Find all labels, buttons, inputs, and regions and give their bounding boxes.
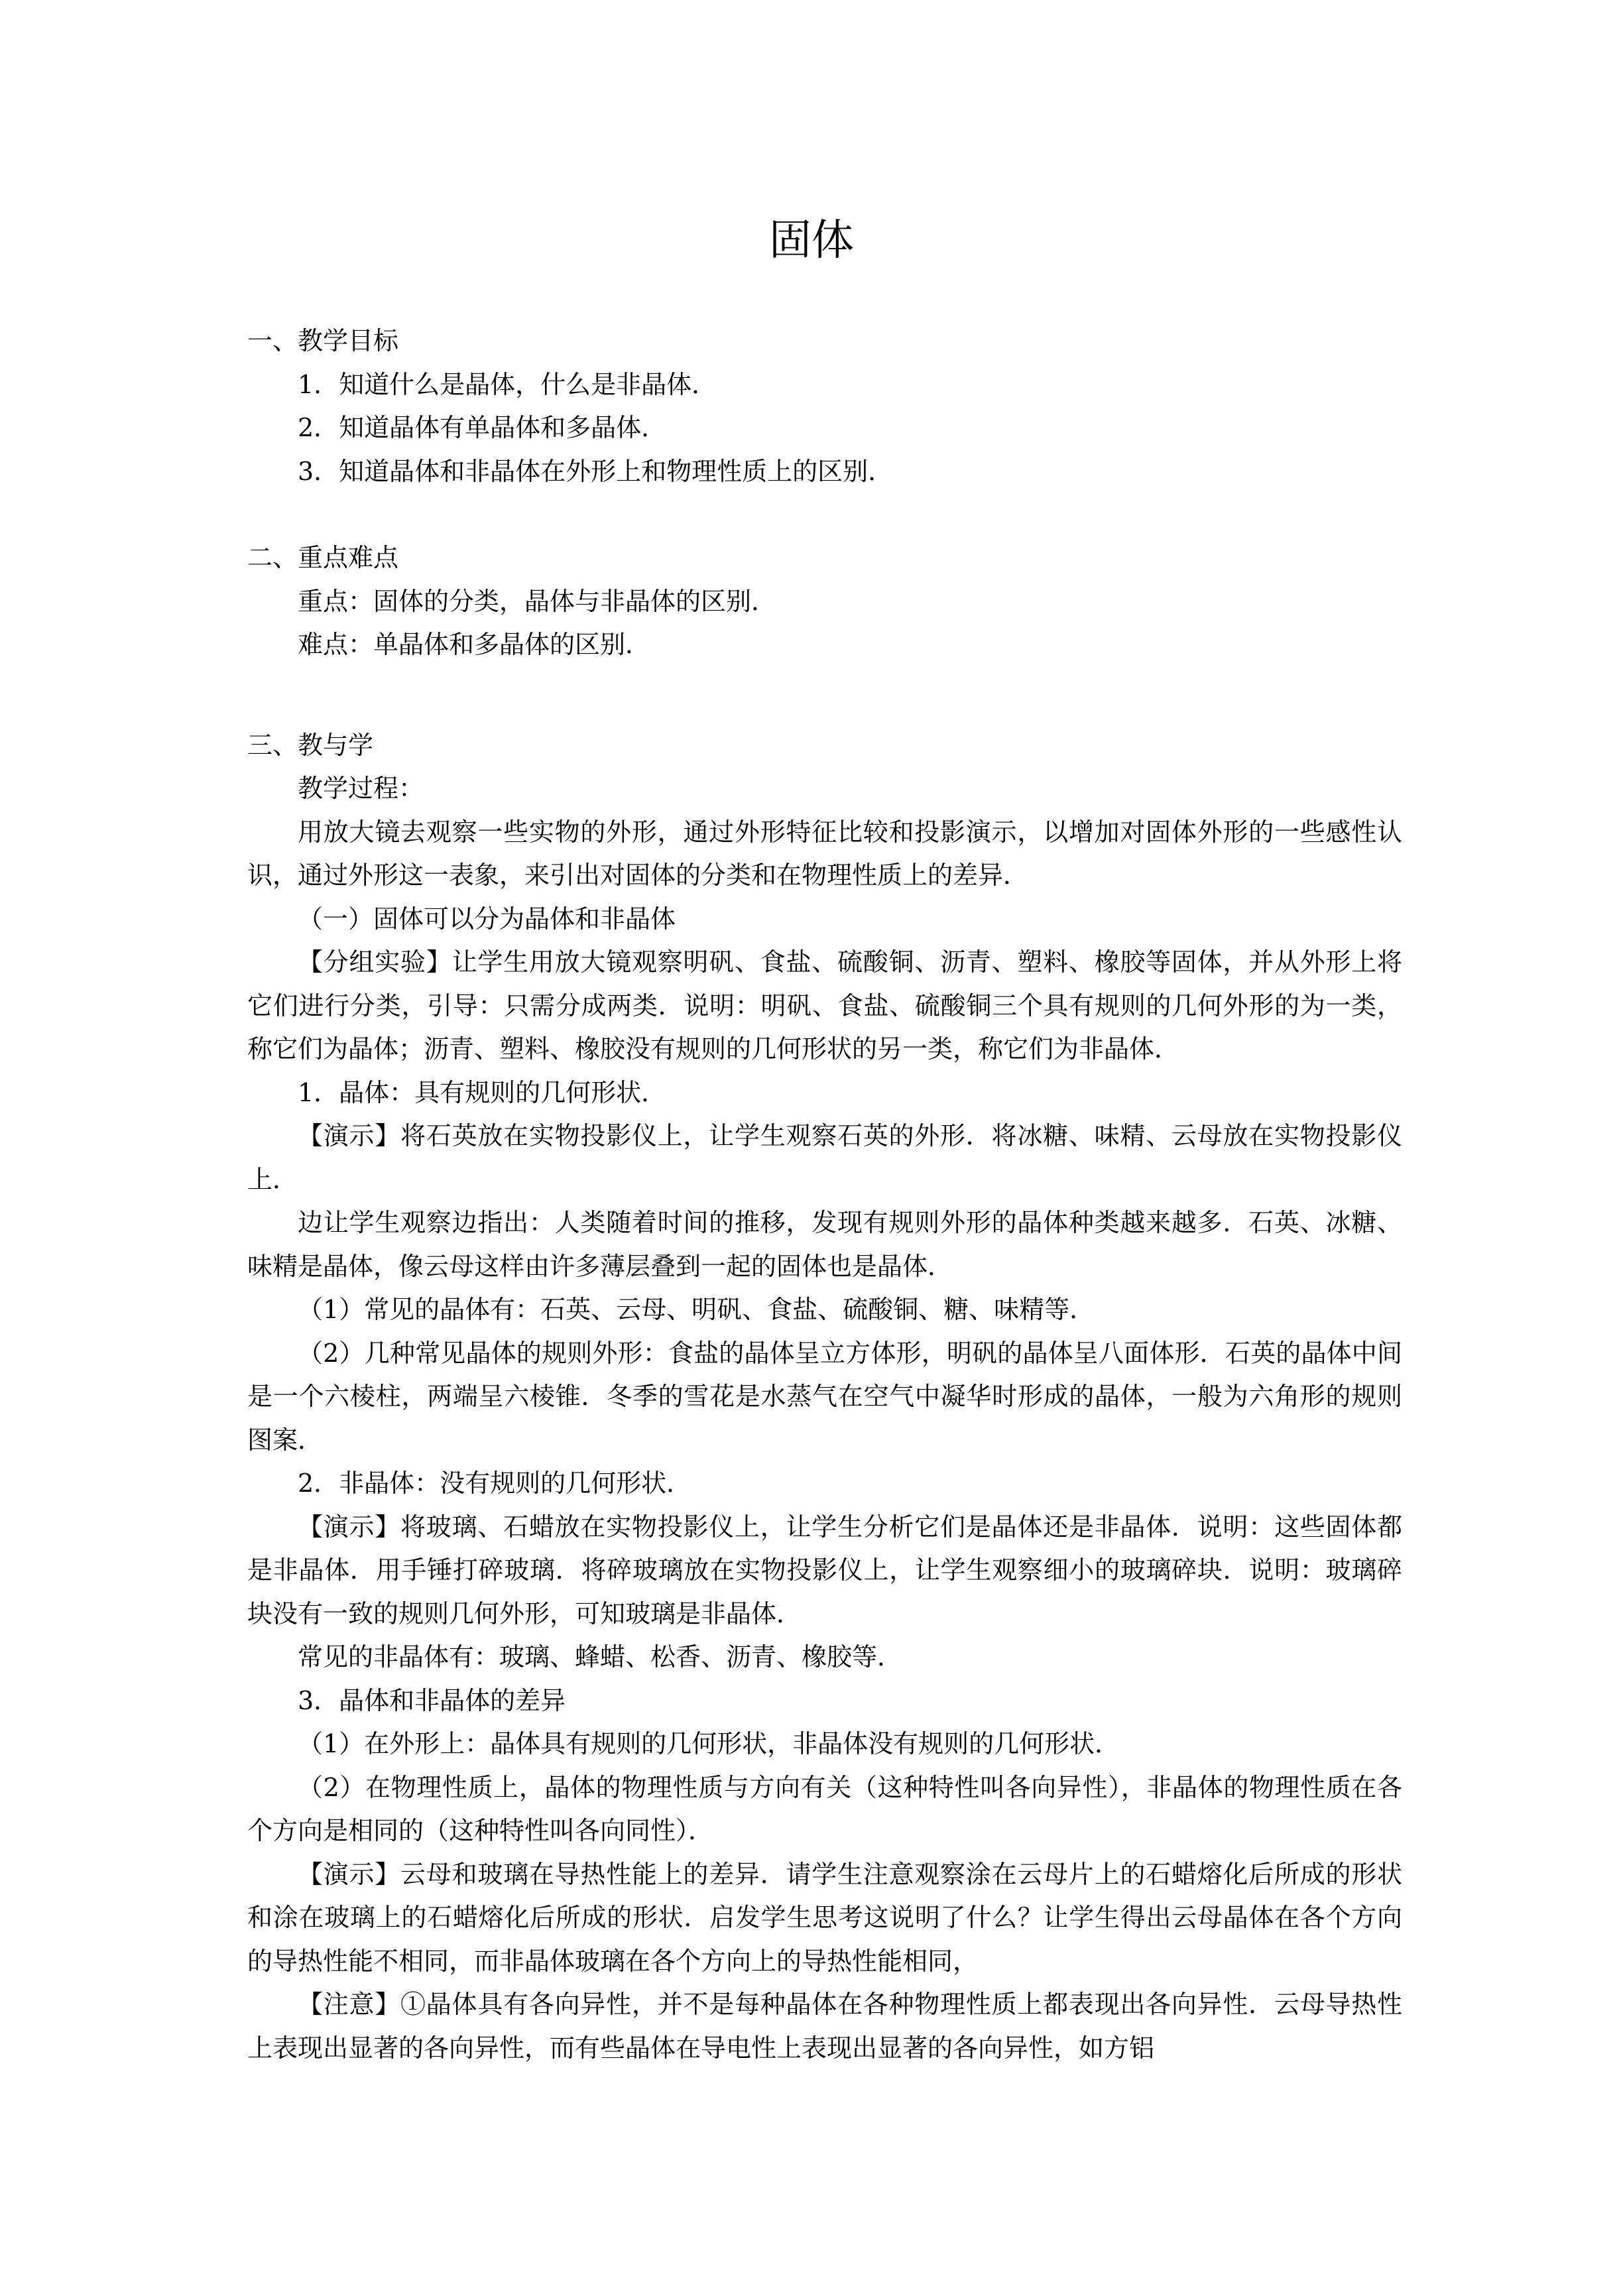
section-heading-teaching: 三、教与学 [247, 730, 374, 760]
objective-item-3: 3．知道晶体和非晶体在外形上和物理性质上的区别． [298, 456, 894, 486]
section-spacer [247, 493, 1402, 536]
page-title: 固体 [769, 216, 854, 265]
paragraph-observe: 边让学生观察边指出：人类随着时间的推移，发现有规则外形的晶体种类越来越多．石英、冰糖、味精是晶体，像云母这样由许多薄层叠到一起的固体也是晶体． [247, 1208, 1402, 1281]
paragraph-crystal-shapes: （2）几种常见晶体的规则外形：食盐的晶体呈立方体形，明矾的晶体呈八面体形．石英的晶体中间是一个六棱柱，两端呈六棱锥．冬季的雪花是水蒸气在空气中凝华时形成的晶体，一般为六角形的规则图案． [247, 1338, 1402, 1455]
paragraph-intro: 用放大镜去观察一些实物的外形，通过外形特征比较和投影演示，以增加对固体外形的一些感性认识，通过外形这一表象，来引出对固体的分类和在物理性质上的差异． [247, 817, 1402, 890]
subheading-crystal: 1．晶体：具有规则的几何形状． [298, 1077, 667, 1107]
paragraph-demo-glass: 【演示】将玻璃、石蜡放在实物投影仪上，让学生分析它们是晶体还是非晶体．说明：这些固体都是非晶体．用手锤打碎玻璃．将碎玻璃放在实物投影仪上，让学生观察细小的玻璃碎块．说明：玻璃碎块没有一致的规则几何外形，可知玻璃是非晶体． [247, 1512, 1402, 1628]
section-heading-key-points: 二、重点难点 [247, 543, 399, 572]
paragraph-note: 【注意】①晶体具有各向异性，并不是每种晶体在各种物理性质上都表现出各向异性．云母导热性上表现出显著的各向异性，而有些晶体在导电性上表现出显著的各向异性，如方铝 [247, 1990, 1402, 2063]
difficult-point-text: 难点：单晶体和多晶体的区别． [298, 630, 651, 659]
objective-item-1: 1．知道什么是晶体，什么是非晶体． [298, 369, 717, 399]
paragraph-difference-physical: （2）在物理性质上，晶体的物理性质与方向有关（这种特性叫各向异性），非晶体的物理性质在各个方向是相同的（这种特性叫各向同性）． [247, 1772, 1402, 1845]
paragraph-demo-quartz: 【演示】将石英放在实物投影仪上，让学生观察石英的外形．将冰糖、味精、云母放在实物投影仪上． [247, 1121, 1402, 1194]
section-heading-objectives: 一、教学目标 [247, 326, 399, 355]
paragraph-common-crystals: （1）常见的晶体有：石英、云母、明矾、食盐、硫酸铜、糖、味精等． [298, 1295, 1095, 1324]
document-body [247, 320, 1402, 2070]
paragraph-demo-mica: 【演示】云母和玻璃在导热性能上的差异．请学生注意观察涂在云母片上的石蜡熔化后所成的形状和涂在玻璃上的石蜡熔化后所成的形状．启发学生思考这说明了什么？让学生得出云母晶体在各个方向的导热性能不相同，而非晶体玻璃在各个方向上的导热性能相同， [247, 1859, 1402, 1976]
paragraph-difference-shape: （1）在外形上：晶体具有规则的几何形状，非晶体没有规则的几何形状． [298, 1729, 1120, 1758]
paragraph-group-experiment: 【分组实验】让学生用放大镜观察明矾、食盐、硫酸铜、沥青、塑料、橡胶等固体，并从外形上将它们进行分类，引导：只需分成两类．说明：明矾、食盐、硫酸铜三个具有规则的几何外形的为一类，称它们为晶体；沥青、塑料、橡胶没有规则的几何形状的另一类，称它们为非晶体． [247, 947, 1402, 1063]
subheading-amorphous: 2．非晶体：没有规则的几何形状． [298, 1469, 692, 1498]
paragraph-common-amorphous: 常见的非晶体有：玻璃、蜂蜡、松香、沥青、橡胶等． [298, 1642, 903, 1671]
key-point-text: 重点：固体的分类，晶体与非晶体的区别． [298, 586, 777, 616]
subheading-classification: （一）固体可以分为晶体和非晶体 [298, 904, 676, 934]
teaching-process-label: 教学过程： [298, 774, 424, 803]
subheading-differences: 3．晶体和非晶体的差异 [298, 1685, 566, 1715]
section-spacer [247, 667, 1402, 724]
objective-item-2: 2．知道晶体有单晶体和多晶体． [298, 413, 667, 442]
